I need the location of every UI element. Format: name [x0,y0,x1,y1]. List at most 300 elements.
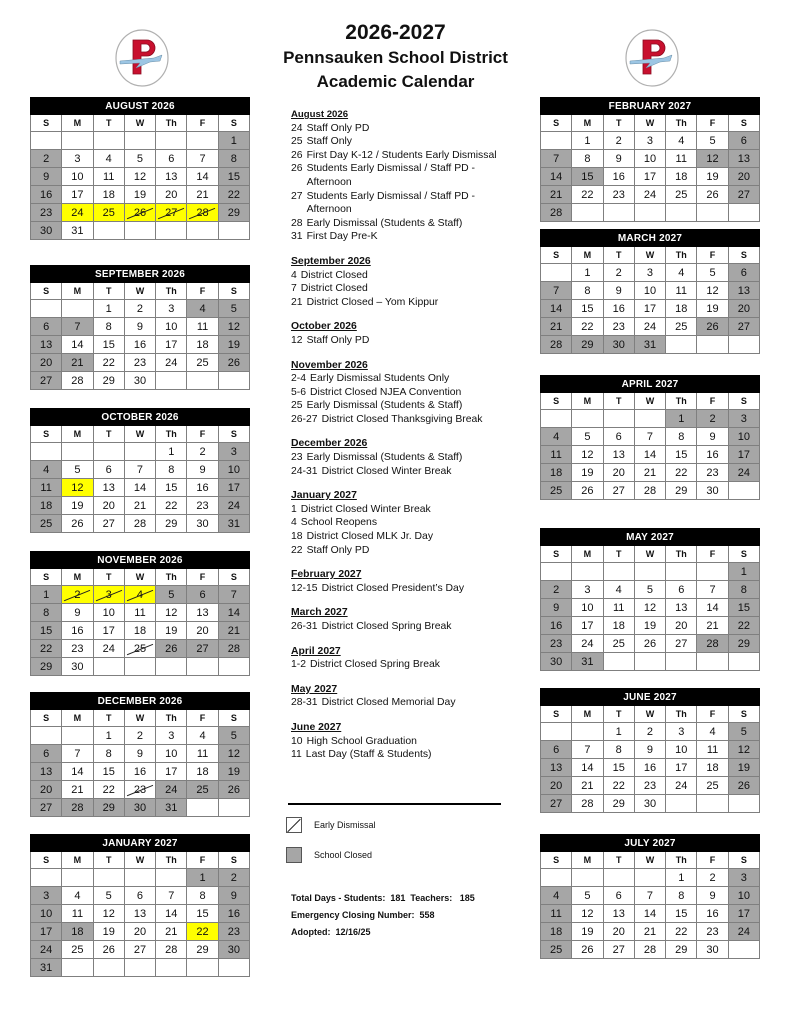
day-cell: 24 [728,464,759,482]
day-cell: 14 [156,905,187,923]
day-cell: 26 [697,186,728,204]
event-item [291,122,506,136]
day-cell: 8 [218,150,249,168]
day-cell [697,653,728,671]
month-calendar-july-2027 [540,834,760,959]
day-cell: 29 [572,336,603,354]
weekday-header: S [728,247,759,264]
week-row [31,905,250,923]
week-row [541,563,760,581]
day-cell: 21 [124,497,155,515]
day-cell: 8 [666,428,697,446]
day-cell [728,795,759,813]
day-cell: 6 [156,150,187,168]
weekday-header: S [31,710,62,727]
month-title: MARCH 2027 [541,230,760,247]
weekday-header: M [572,546,603,563]
day-cell: 24 [572,635,603,653]
day-cell: 6 [187,586,218,604]
event-item [291,530,506,544]
weekday-header: Th [666,393,697,410]
day-cell: 26 [728,777,759,795]
day-cell [697,563,728,581]
week-row [31,586,250,604]
day-cell: 20 [666,617,697,635]
weekday-header: S [218,852,249,869]
day-cell: 12 [572,446,603,464]
month-title: SEPTEMBER 2026 [31,266,250,283]
week-row [541,204,760,222]
day-cell [124,222,155,240]
day-cell: 8 [572,150,603,168]
day-cell: 13 [603,905,634,923]
day-cell [572,410,603,428]
day-cell: 25 [187,354,218,372]
week-row [31,443,250,461]
day-cell: 6 [31,745,62,763]
legend-label: Early Dismissal [314,820,376,830]
weekday-header: Th [156,283,187,300]
month-title: NOVEMBER 2026 [31,552,250,569]
day-cell: 18 [603,617,634,635]
event-text: School Reopens [300,517,378,529]
day-cell: 11 [187,318,218,336]
day-cell: 7 [62,745,93,763]
day-cell [218,372,249,390]
day-cell: 7 [541,150,572,168]
day-cell: 12 [93,905,124,923]
event-date: 4 [291,269,297,281]
event-text: Staff Only PD [306,544,370,556]
event-section [291,645,506,672]
day-cell: 25 [603,635,634,653]
month-title: DECEMBER 2026 [31,693,250,710]
day-cell: 30 [62,658,93,676]
weekday-header: F [697,115,728,132]
day-cell: 22 [572,186,603,204]
day-cell: 13 [541,759,572,777]
weekday-header: S [218,569,249,586]
day-cell: 19 [218,763,249,781]
day-cell: 2 [697,410,728,428]
weekday-header: W [634,852,665,869]
day-cell [572,869,603,887]
day-cell: 27 [541,795,572,813]
adopted-date: Adopted: 12/16/25 [291,927,371,937]
day-cell: 18 [541,923,572,941]
weekday-header: Th [666,115,697,132]
day-cell: 14 [187,168,218,186]
week-row [541,464,760,482]
event-section [291,255,506,309]
day-cell: 19 [93,923,124,941]
day-cell: 14 [634,905,665,923]
day-cell: 12 [634,599,665,617]
day-cell: 26 [572,941,603,959]
event-item [291,544,506,558]
event-date: 11 [291,749,302,761]
day-cell: 2 [124,727,155,745]
day-cell: 21 [541,186,572,204]
day-cell: 24 [218,497,249,515]
event-text: Staff Only PD [306,122,370,134]
weekday-header: F [697,852,728,869]
event-section [291,359,506,427]
event-section [291,568,506,595]
day-cell: 5 [218,727,249,745]
day-cell: 21 [62,354,93,372]
event-section-heading: May 2027 [291,683,338,695]
weekday-header: S [541,115,572,132]
weekday-header: F [697,706,728,723]
day-cell: 17 [634,300,665,318]
events-list [291,108,506,773]
day-cell: 14 [62,763,93,781]
day-cell: 30 [603,336,634,354]
weekday-header: T [93,283,124,300]
day-cell: 25 [697,777,728,795]
day-cell: 6 [603,887,634,905]
day-cell: 2 [124,300,155,318]
day-cell: 22 [93,781,124,799]
week-row [541,581,760,599]
week-row [541,777,760,795]
weekday-header: M [572,115,603,132]
week-row [541,923,760,941]
legend-early-dismissal [286,817,376,833]
day-cell: 1 [666,869,697,887]
day-cell: 2 [187,443,218,461]
event-item [291,135,506,149]
day-cell: 10 [634,150,665,168]
weekday-header: W [634,546,665,563]
day-cell [156,372,187,390]
day-cell: 24 [31,941,62,959]
day-cell: 30 [124,372,155,390]
event-date: 26 [291,163,303,175]
day-cell: 14 [541,300,572,318]
weekday-header: Th [156,115,187,132]
day-cell: 23 [218,923,249,941]
day-cell: 11 [697,741,728,759]
day-cell: 24 [634,318,665,336]
day-cell [666,336,697,354]
event-item [291,582,506,596]
event-item [291,217,506,231]
day-cell: 18 [93,186,124,204]
day-cell: 23 [697,464,728,482]
event-text: District Closed MLK Jr. Day [306,531,434,543]
day-cell [187,222,218,240]
event-text: District Closed [300,283,368,295]
day-cell: 16 [124,336,155,354]
weekday-header: F [187,710,218,727]
day-cell: 1 [728,563,759,581]
event-item [291,296,506,310]
day-cell: 19 [697,300,728,318]
day-cell: 4 [62,887,93,905]
weekday-header: W [124,426,155,443]
event-date: 4 [291,517,297,529]
event-text: Last Day (Staff & Students) [305,749,432,761]
day-cell: 18 [541,464,572,482]
day-cell: 22 [218,186,249,204]
day-cell: 17 [31,923,62,941]
day-cell: 7 [62,318,93,336]
event-section [291,489,506,557]
event-date: 18 [291,531,303,543]
day-cell: 24 [634,186,665,204]
month-calendar-june-2027 [540,688,760,813]
day-cell: 5 [634,581,665,599]
event-date: 25 [291,400,303,412]
weekday-header: S [541,546,572,563]
week-row [31,461,250,479]
week-row [541,482,760,500]
day-cell [31,443,62,461]
day-cell: 27 [728,186,759,204]
pennsauken-p-logo-icon [624,28,680,88]
day-cell: 15 [187,905,218,923]
day-cell: 26 [124,204,155,222]
day-cell: 4 [187,300,218,318]
week-row [541,446,760,464]
day-cell [93,222,124,240]
day-cell [634,869,665,887]
day-cell [666,563,697,581]
day-cell: 24 [156,781,187,799]
event-text: Early Dismissal (Students & Staff) [306,217,463,229]
day-cell: 10 [728,887,759,905]
weekday-header: F [697,393,728,410]
day-cell: 29 [728,635,759,653]
day-cell: 19 [572,464,603,482]
day-cell [218,658,249,676]
day-cell: 28 [62,799,93,817]
weekday-header: T [603,115,634,132]
day-cell [124,959,155,977]
day-cell: 16 [218,905,249,923]
day-cell: 20 [124,923,155,941]
event-text: District Closed Thanksgiving Break [321,413,483,425]
day-cell: 22 [603,777,634,795]
weekday-header: S [728,706,759,723]
day-cell: 30 [697,941,728,959]
month-title: APRIL 2027 [541,376,760,393]
day-cell: 2 [697,869,728,887]
day-cell: 10 [93,604,124,622]
day-cell: 21 [541,318,572,336]
day-cell: 25 [187,781,218,799]
day-cell: 14 [572,759,603,777]
event-text: Students Early Dismissal / Staff PD - Afternoon [306,163,475,188]
weekday-header: S [541,247,572,264]
day-cell: 8 [93,318,124,336]
day-cell: 27 [187,640,218,658]
day-cell: 8 [603,741,634,759]
weekday-header: S [218,115,249,132]
day-cell: 20 [728,168,759,186]
weekday-header: S [31,283,62,300]
event-date: 1 [291,503,297,515]
weekday-header: W [124,283,155,300]
day-cell: 4 [187,727,218,745]
day-cell [93,132,124,150]
day-cell: 11 [62,905,93,923]
event-text: District Closed – Yom Kippur [306,296,439,308]
day-cell [93,658,124,676]
day-cell: 16 [697,905,728,923]
day-cell: 9 [541,599,572,617]
event-date: 24-31 [291,465,318,477]
day-cell [93,869,124,887]
weekday-header: Th [666,706,697,723]
event-section [291,320,506,347]
day-cell: 30 [31,222,62,240]
day-cell: 6 [93,461,124,479]
day-cell [187,959,218,977]
weekday-header: M [62,115,93,132]
district-name: Pennsauken School District [283,48,508,67]
event-date: 12 [291,334,303,346]
event-text: District Closed NJEA Convention [310,386,462,398]
day-cell: 7 [124,461,155,479]
day-cell [124,132,155,150]
day-cell: 31 [634,336,665,354]
day-cell: 26 [62,515,93,533]
event-item [291,658,506,672]
day-cell: 13 [156,168,187,186]
weekday-header: S [31,852,62,869]
week-row [31,204,250,222]
week-row [31,640,250,658]
weekday-header: Th [666,247,697,264]
day-cell: 17 [156,763,187,781]
day-cell: 21 [572,777,603,795]
event-text: District Closed [300,269,368,281]
day-cell: 15 [603,759,634,777]
day-cell: 15 [156,479,187,497]
event-date: 31 [291,231,303,243]
week-row [541,132,760,150]
day-cell: 17 [666,759,697,777]
event-text: District Closed Spring Break [321,621,452,632]
day-cell: 28 [572,795,603,813]
week-row [31,222,250,240]
weekday-header: S [31,569,62,586]
day-cell: 22 [572,318,603,336]
day-cell: 1 [156,443,187,461]
day-cell: 14 [697,599,728,617]
weekday-header: W [124,852,155,869]
weekday-header: T [93,115,124,132]
week-row [31,604,250,622]
month-calendar-march-2027 [540,229,760,354]
day-cell: 17 [156,336,187,354]
day-cell: 16 [62,622,93,640]
week-row [31,150,250,168]
weekday-header: M [572,706,603,723]
day-cell: 18 [187,763,218,781]
day-cell: 22 [93,354,124,372]
day-cell: 21 [634,464,665,482]
week-row [541,336,760,354]
event-section [291,721,506,762]
day-cell: 17 [728,446,759,464]
day-cell: 25 [541,482,572,500]
weekday-header: F [187,426,218,443]
day-cell: 16 [603,300,634,318]
day-cell: 6 [728,264,759,282]
day-cell: 10 [218,461,249,479]
day-cell: 3 [634,132,665,150]
day-cell: 19 [124,186,155,204]
day-cell: 17 [634,168,665,186]
day-cell: 25 [124,640,155,658]
day-cell [124,658,155,676]
day-cell: 26 [93,941,124,959]
day-cell [541,563,572,581]
day-cell [697,795,728,813]
day-cell: 19 [156,622,187,640]
day-cell: 29 [93,372,124,390]
day-cell: 3 [156,300,187,318]
weekday-header: S [218,710,249,727]
day-cell [31,132,62,150]
day-cell: 18 [187,336,218,354]
weekday-header: T [93,569,124,586]
day-cell: 11 [124,604,155,622]
week-row [31,799,250,817]
day-cell: 16 [603,168,634,186]
day-cell: 2 [603,132,634,150]
week-row [31,887,250,905]
day-cell: 23 [187,497,218,515]
day-cell: 4 [93,150,124,168]
day-cell: 5 [572,887,603,905]
event-text: First Day Pre-K [306,231,378,243]
day-cell: 15 [93,336,124,354]
day-cell: 21 [187,186,218,204]
event-text: Early Dismissal Students Only [310,373,450,385]
event-item [291,230,506,244]
day-cell: 1 [187,869,218,887]
event-section-heading: August 2026 [291,109,349,120]
day-cell: 22 [31,640,62,658]
day-cell: 23 [124,354,155,372]
weekday-header: S [541,852,572,869]
month-calendar-april-2027 [540,375,760,500]
day-cell: 29 [187,941,218,959]
day-cell [62,300,93,318]
day-cell: 14 [62,336,93,354]
day-cell: 28 [62,372,93,390]
day-cell [187,132,218,150]
day-cell: 22 [666,923,697,941]
event-section [291,108,506,244]
day-cell: 13 [603,446,634,464]
event-date: 28-31 [291,697,318,709]
day-cell: 9 [697,887,728,905]
weekday-header: T [603,393,634,410]
day-cell: 12 [218,745,249,763]
weekday-header: S [728,852,759,869]
day-cell: 10 [156,745,187,763]
weekday-header: W [634,706,665,723]
day-cell: 5 [156,586,187,604]
day-cell: 29 [31,658,62,676]
day-cell: 23 [124,781,155,799]
